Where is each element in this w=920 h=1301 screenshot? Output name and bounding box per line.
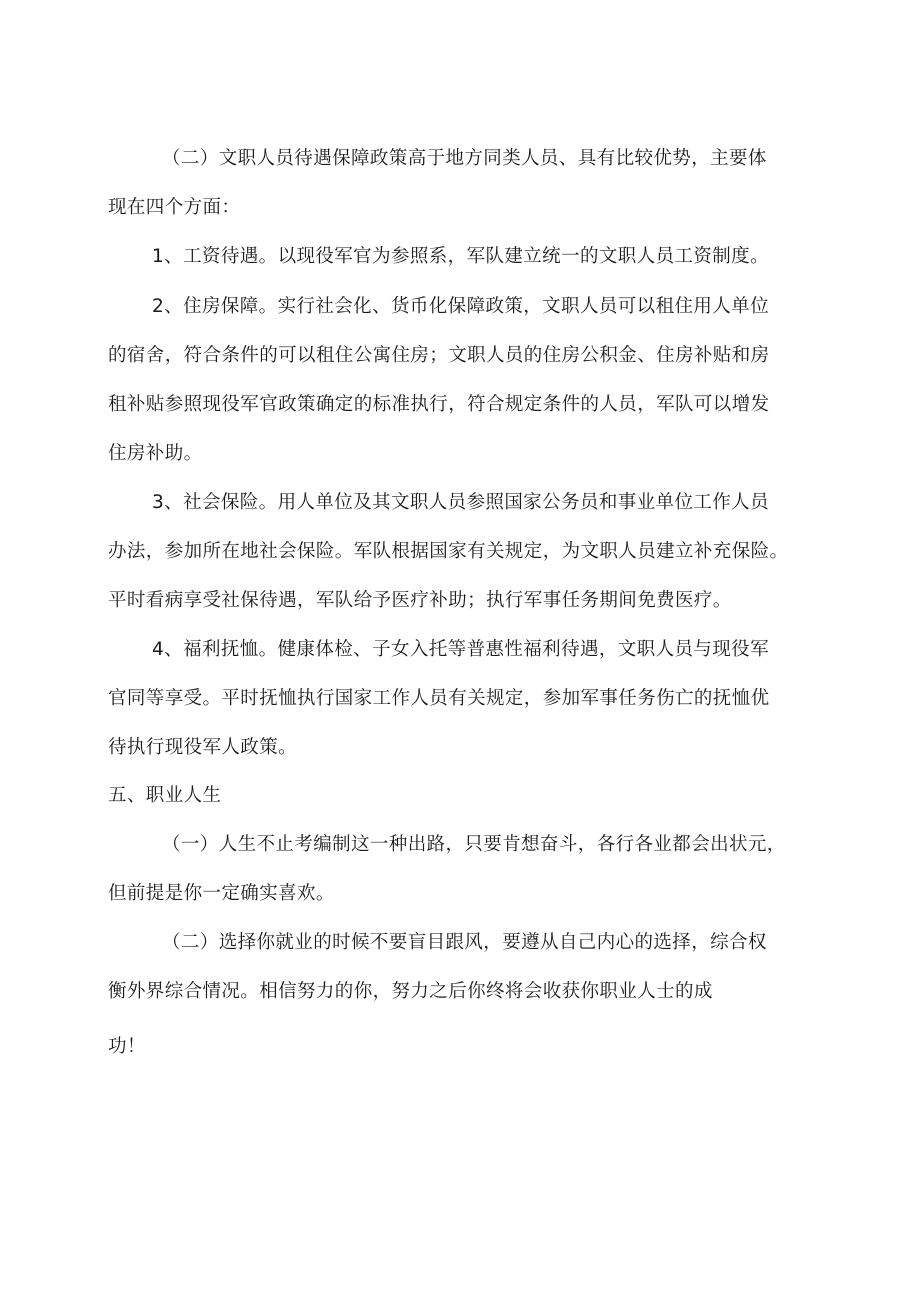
- text-line: 衡外界综合情况。相信努力的你，努力之后你终将会收获你职业人士的成: [108, 981, 713, 1002]
- text-line: 官同等享受。平时抚恤执行国家工作人员有关规定，参加军事任务伤亡的抚恤优: [108, 688, 770, 709]
- text-line: （一）人生不止考编制这一种出路，只要肯想奋斗，各行各业都会出状元，: [162, 834, 786, 855]
- text-line: 现在四个方面：: [108, 197, 241, 218]
- text-line: 功！: [108, 1036, 146, 1057]
- text-line: 4、福利抚恤。健康体检、子女入托等普惠性福利待遇，文职人员与现役军: [152, 639, 769, 660]
- text-line: （二）选择你就业的时候不要盲目跟风，要遵从自己内心的选择，综合权: [162, 932, 767, 953]
- text-line: 平时看病享受社保待遇，军队给予医疗补助；执行军事任务期间免费医疗。: [108, 590, 732, 611]
- text-line: 办法，参加所在地社会保险。军队根据国家有关规定，为文职人员建立补充保险。: [108, 541, 789, 562]
- text-line: 住房补助。: [108, 443, 203, 464]
- text-line: 租补贴参照现役军官政策确定的标准执行，符合规定条件的人员，军队可以增发: [108, 394, 770, 415]
- text-line: 3、社会保险。用人单位及其文职人员参照国家公务员和事业单位工作人员: [152, 492, 769, 513]
- text-line: （二）文职人员待遇保障政策高于地方同类人员、具有比较优势，主要体: [162, 148, 767, 169]
- text-line: 2、住房保障。实行社会化、货币化保障政策，文职人员可以租住用人单位: [152, 296, 769, 317]
- text-line: 1、工资待遇。以现役军官为参照系，军队建立统一的文职人员工资制度。: [152, 246, 769, 267]
- section-heading: 五、职业人生: [108, 785, 222, 806]
- text-line: 的宿舍，符合条件的可以租住公寓住房；文职人员的住房公积金、住房补贴和房: [108, 345, 770, 366]
- text-line: 但前提是你一定确实喜欢。: [108, 883, 335, 904]
- text-line: 待执行现役军人政策。: [108, 737, 298, 758]
